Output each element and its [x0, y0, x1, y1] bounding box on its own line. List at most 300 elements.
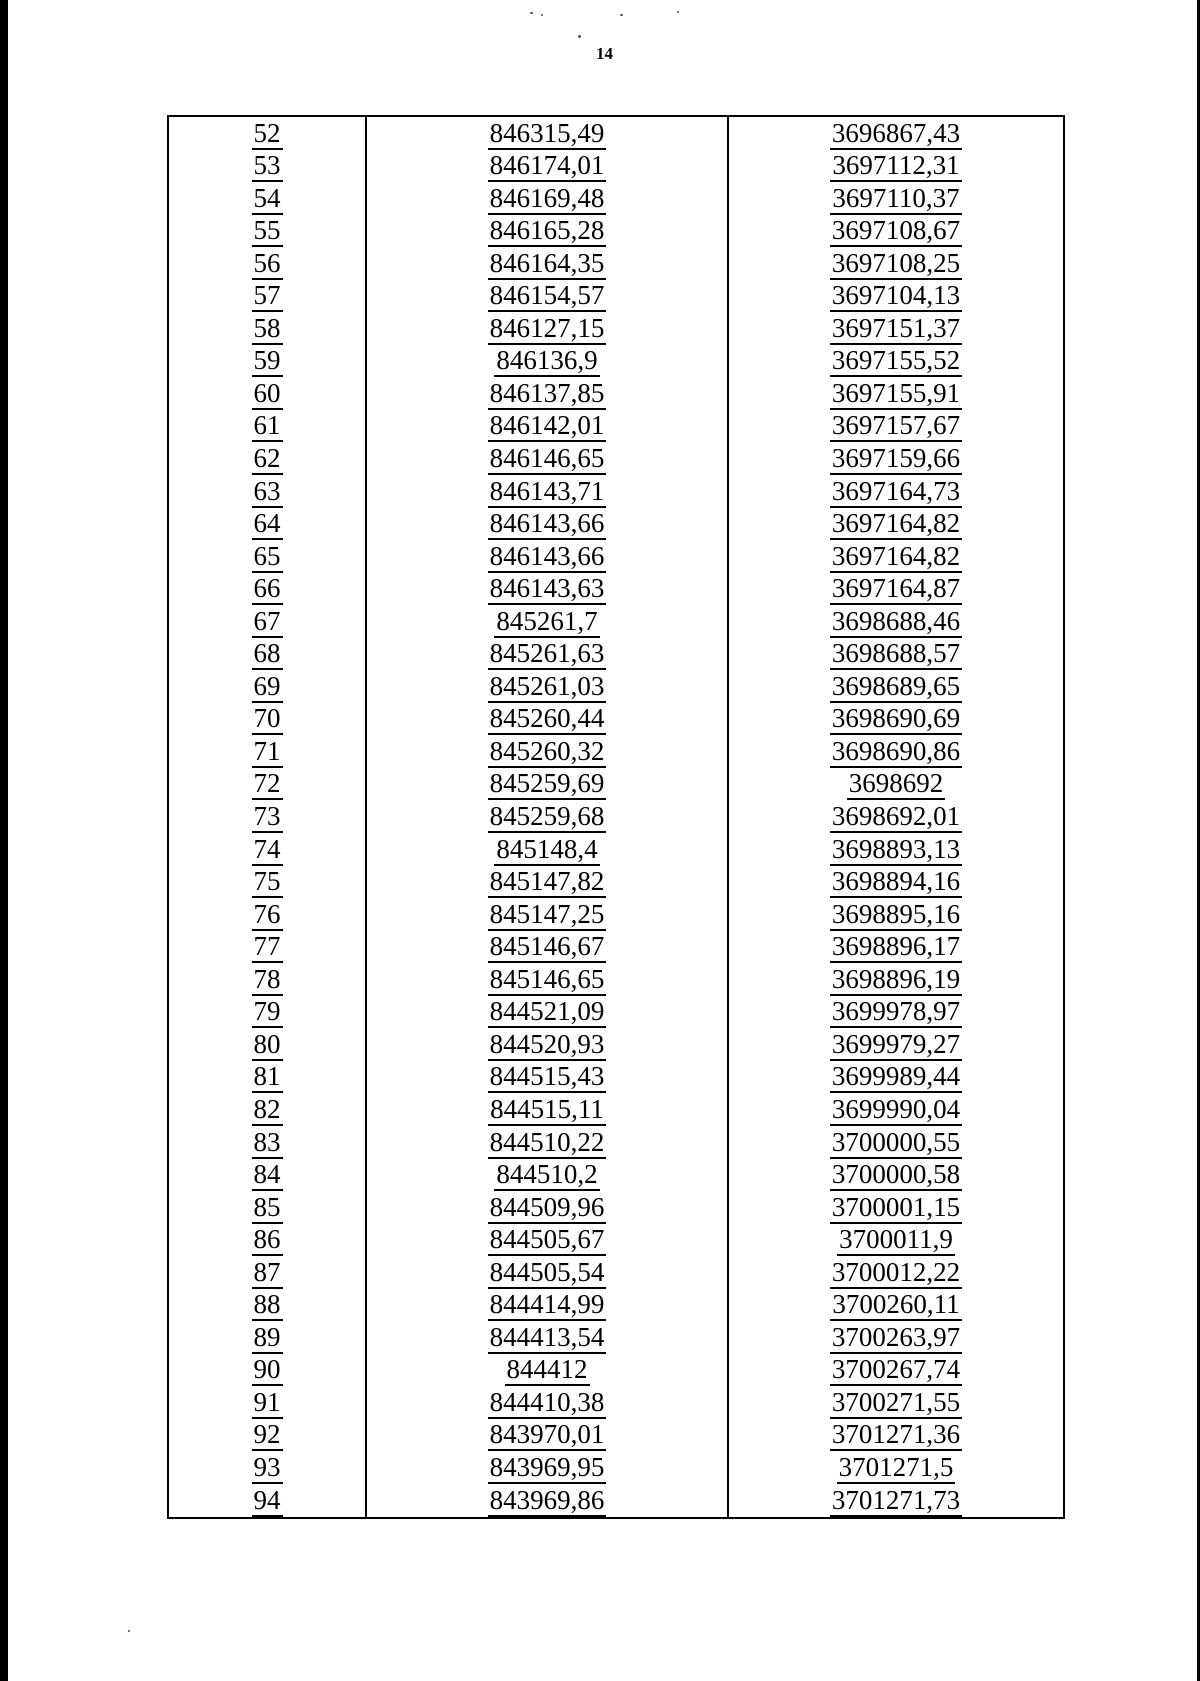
point-number-value: 85 — [253, 1191, 281, 1222]
y-coordinate-cell — [728, 573, 1064, 606]
table-row — [168, 508, 1064, 541]
y-coordinate-cell — [728, 1354, 1064, 1387]
y-coordinate-value: 3700271,55 — [831, 1386, 961, 1417]
x-coordinate-cell — [366, 1321, 728, 1354]
x-coordinate-value: 845146,65 — [489, 963, 605, 994]
point-number-cell — [168, 1321, 366, 1354]
y-coordinate-cell — [728, 312, 1064, 345]
point-number-cell — [168, 410, 366, 443]
y-coordinate-value: 3700000,55 — [831, 1126, 961, 1157]
table-row — [168, 1256, 1064, 1289]
point-number-cell — [168, 670, 366, 703]
table-row — [168, 312, 1064, 345]
x-coordinate-cell — [366, 116, 728, 150]
point-number-value: 67 — [253, 605, 281, 636]
point-number-cell — [168, 182, 366, 215]
y-coordinate-cell — [728, 931, 1064, 964]
point-number-cell — [168, 1354, 366, 1387]
x-coordinate-cell — [366, 833, 728, 866]
x-coordinate-cell — [366, 540, 728, 573]
table-row — [168, 605, 1064, 638]
y-coordinate-cell — [728, 1159, 1064, 1192]
table-row — [168, 963, 1064, 996]
point-number-value: 90 — [253, 1354, 281, 1385]
point-number-cell — [168, 377, 366, 410]
point-number-value: 88 — [253, 1289, 281, 1320]
point-number-cell — [168, 1419, 366, 1452]
table-row — [168, 475, 1064, 508]
x-coordinate-value: 844509,96 — [489, 1191, 605, 1222]
y-coordinate-value: 3701271,36 — [831, 1419, 961, 1450]
point-number-cell — [168, 1224, 366, 1257]
point-number-value: 65 — [253, 540, 281, 571]
y-coordinate-value: 3699979,27 — [831, 1028, 961, 1059]
table-row — [168, 410, 1064, 443]
y-coordinate-value: 3698692,01 — [831, 801, 961, 832]
point-number-value: 91 — [253, 1386, 281, 1417]
y-coordinate-value: 3698893,13 — [831, 833, 961, 864]
table-row — [168, 247, 1064, 280]
table-row — [168, 1419, 1064, 1452]
point-number-cell — [168, 866, 366, 899]
x-coordinate-cell — [366, 866, 728, 899]
x-coordinate-cell — [366, 247, 728, 280]
point-number-value: 75 — [253, 866, 281, 897]
x-coordinate-cell — [366, 703, 728, 736]
x-coordinate-cell — [366, 996, 728, 1029]
y-coordinate-value: 3697155,52 — [831, 345, 961, 376]
x-coordinate-cell — [366, 898, 728, 931]
x-coordinate-cell — [366, 1224, 728, 1257]
y-coordinate-cell — [728, 280, 1064, 313]
x-coordinate-value: 845261,7 — [496, 605, 598, 636]
y-coordinate-cell — [728, 605, 1064, 638]
point-number-value: 94 — [253, 1484, 281, 1515]
point-number-value: 73 — [253, 801, 281, 832]
y-coordinate-cell — [728, 1451, 1064, 1484]
x-coordinate-cell — [366, 475, 728, 508]
x-coordinate-value: 844515,43 — [489, 1061, 605, 1092]
x-coordinate-value: 846143,63 — [489, 573, 605, 604]
scan-speck — [530, 12, 533, 14]
point-number-cell — [168, 150, 366, 183]
x-coordinate-cell — [366, 442, 728, 475]
x-coordinate-value: 845147,25 — [489, 898, 605, 929]
point-number-value: 76 — [253, 898, 281, 929]
point-number-value: 53 — [253, 150, 281, 181]
table-row — [168, 1386, 1064, 1419]
y-coordinate-cell — [728, 670, 1064, 703]
x-coordinate-value: 846143,71 — [489, 475, 605, 506]
y-coordinate-cell — [728, 345, 1064, 378]
scan-speck — [128, 1630, 130, 1632]
table-row — [168, 280, 1064, 313]
x-coordinate-value: 846315,49 — [489, 117, 605, 148]
scan-speck — [677, 11, 679, 13]
y-coordinate-cell — [728, 800, 1064, 833]
point-number-cell — [168, 735, 366, 768]
y-coordinate-cell — [728, 116, 1064, 150]
y-coordinate-cell — [728, 866, 1064, 899]
table-row — [168, 1224, 1064, 1257]
y-coordinate-cell — [728, 410, 1064, 443]
point-number-cell — [168, 1191, 366, 1224]
y-coordinate-value: 3698894,16 — [831, 866, 961, 897]
x-coordinate-value: 845259,69 — [489, 768, 605, 799]
y-coordinate-value: 3700267,74 — [831, 1354, 961, 1385]
point-number-value: 62 — [253, 443, 281, 474]
point-number-cell — [168, 638, 366, 671]
point-number-cell — [168, 1256, 366, 1289]
table-row — [168, 996, 1064, 1029]
x-coordinate-cell — [366, 1419, 728, 1452]
table-row — [168, 215, 1064, 248]
point-number-value: 83 — [253, 1126, 281, 1157]
y-coordinate-value: 3697164,82 — [831, 540, 961, 571]
x-coordinate-cell — [366, 1451, 728, 1484]
x-coordinate-cell — [366, 377, 728, 410]
point-number-cell — [168, 116, 366, 150]
x-coordinate-value: 844414,99 — [489, 1289, 605, 1320]
point-number-value: 58 — [253, 312, 281, 343]
y-coordinate-cell — [728, 1224, 1064, 1257]
scan-speck — [578, 35, 581, 38]
x-coordinate-cell — [366, 963, 728, 996]
x-coordinate-value: 845260,32 — [489, 735, 605, 766]
table-row — [168, 866, 1064, 899]
x-coordinate-cell — [366, 670, 728, 703]
y-coordinate-cell — [728, 1093, 1064, 1126]
x-coordinate-cell — [366, 1386, 728, 1419]
y-coordinate-value: 3697112,31 — [832, 150, 960, 181]
point-number-cell — [168, 1093, 366, 1126]
y-coordinate-value: 3698690,86 — [831, 735, 961, 766]
point-number-cell — [168, 1061, 366, 1094]
point-number-value: 82 — [253, 1093, 281, 1124]
point-number-value: 87 — [253, 1256, 281, 1287]
table-row — [168, 116, 1064, 150]
x-coordinate-value: 845259,68 — [489, 801, 605, 832]
point-number-value: 92 — [253, 1419, 281, 1450]
table-row — [168, 931, 1064, 964]
point-number-value: 89 — [253, 1321, 281, 1352]
y-coordinate-cell — [728, 638, 1064, 671]
x-coordinate-cell — [366, 573, 728, 606]
x-coordinate-value: 846127,15 — [489, 312, 605, 343]
y-coordinate-value: 3700263,97 — [831, 1321, 961, 1352]
point-number-cell — [168, 312, 366, 345]
y-coordinate-value: 3698690,69 — [831, 703, 961, 734]
y-coordinate-cell — [728, 703, 1064, 736]
x-coordinate-cell — [366, 150, 728, 183]
point-number-cell — [168, 703, 366, 736]
table-row — [168, 1484, 1064, 1518]
y-coordinate-value: 3697104,13 — [831, 280, 961, 311]
x-coordinate-cell — [366, 1354, 728, 1387]
table-row — [168, 377, 1064, 410]
table-row — [168, 670, 1064, 703]
x-coordinate-value: 846165,28 — [489, 215, 605, 246]
x-coordinate-cell — [366, 312, 728, 345]
y-coordinate-value: 3697108,67 — [831, 215, 961, 246]
x-coordinate-cell — [366, 768, 728, 801]
x-coordinate-value: 846154,57 — [489, 280, 605, 311]
point-number-cell — [168, 1386, 366, 1419]
scan-speck — [541, 14, 543, 16]
table-row — [168, 345, 1064, 378]
point-number-value: 59 — [253, 345, 281, 376]
point-number-cell — [168, 508, 366, 541]
x-coordinate-value: 844505,54 — [489, 1256, 605, 1287]
x-coordinate-value: 845146,67 — [489, 931, 605, 962]
x-coordinate-cell — [366, 1289, 728, 1322]
table-row — [168, 1028, 1064, 1061]
point-number-value: 70 — [253, 703, 281, 734]
x-coordinate-cell — [366, 215, 728, 248]
x-coordinate-value: 846174,01 — [489, 150, 605, 181]
y-coordinate-value: 3700260,11 — [832, 1289, 960, 1320]
point-number-value: 61 — [253, 410, 281, 441]
y-coordinate-cell — [728, 1028, 1064, 1061]
point-number-cell — [168, 996, 366, 1029]
x-coordinate-cell — [366, 1126, 728, 1159]
y-coordinate-value: 3697110,37 — [832, 182, 960, 213]
x-coordinate-cell — [366, 182, 728, 215]
x-coordinate-cell — [366, 1484, 728, 1518]
y-coordinate-cell — [728, 996, 1064, 1029]
point-number-cell — [168, 1126, 366, 1159]
point-number-value: 71 — [253, 735, 281, 766]
x-coordinate-value: 846143,66 — [489, 540, 605, 571]
x-coordinate-cell — [366, 280, 728, 313]
y-coordinate-value: 3697164,82 — [831, 508, 961, 539]
point-number-value: 55 — [253, 215, 281, 246]
y-coordinate-cell — [728, 1289, 1064, 1322]
y-coordinate-value: 3697164,73 — [831, 475, 961, 506]
y-coordinate-value: 3698896,17 — [831, 931, 961, 962]
y-coordinate-value: 3696867,43 — [831, 117, 961, 148]
x-coordinate-value: 845260,44 — [489, 703, 605, 734]
y-coordinate-value: 3697108,25 — [831, 247, 961, 278]
point-number-value: 79 — [253, 996, 281, 1027]
table-row — [168, 150, 1064, 183]
x-coordinate-value: 846137,85 — [489, 377, 605, 408]
table-row — [168, 898, 1064, 931]
y-coordinate-value: 3698896,19 — [831, 963, 961, 994]
x-coordinate-cell — [366, 345, 728, 378]
table-row — [168, 573, 1064, 606]
y-coordinate-value: 3698689,65 — [831, 670, 961, 701]
point-number-cell — [168, 1159, 366, 1192]
y-coordinate-cell — [728, 1386, 1064, 1419]
y-coordinate-cell — [728, 540, 1064, 573]
y-coordinate-value: 3697151,37 — [831, 312, 961, 343]
y-coordinate-cell — [728, 735, 1064, 768]
table-row — [168, 703, 1064, 736]
scan-left-border — [0, 0, 8, 1681]
x-coordinate-value: 844410,38 — [489, 1386, 605, 1417]
point-number-cell — [168, 1484, 366, 1518]
x-coordinate-cell — [366, 605, 728, 638]
table-row — [168, 1321, 1064, 1354]
y-coordinate-cell — [728, 1061, 1064, 1094]
point-number-value: 80 — [253, 1028, 281, 1059]
y-coordinate-value: 3701271,73 — [831, 1484, 961, 1515]
point-number-cell — [168, 573, 366, 606]
point-number-value: 74 — [253, 833, 281, 864]
x-coordinate-value: 846164,35 — [489, 247, 605, 278]
point-number-cell — [168, 345, 366, 378]
point-number-value: 57 — [253, 280, 281, 311]
y-coordinate-value: 3697164,87 — [831, 573, 961, 604]
x-coordinate-cell — [366, 1159, 728, 1192]
point-number-value: 69 — [253, 670, 281, 701]
y-coordinate-cell — [728, 1256, 1064, 1289]
page-number: 14 — [596, 44, 613, 63]
table-row — [168, 1191, 1064, 1224]
y-coordinate-cell — [728, 247, 1064, 280]
x-coordinate-cell — [366, 1191, 728, 1224]
y-coordinate-cell — [728, 1484, 1064, 1518]
x-coordinate-value: 844515,11 — [490, 1093, 604, 1124]
x-coordinate-value: 845148,4 — [496, 833, 598, 864]
point-number-cell — [168, 931, 366, 964]
table-row — [168, 182, 1064, 215]
x-coordinate-cell — [366, 638, 728, 671]
y-coordinate-cell — [728, 1321, 1064, 1354]
y-coordinate-cell — [728, 150, 1064, 183]
x-coordinate-value: 843970,01 — [489, 1419, 605, 1450]
table-row — [168, 768, 1064, 801]
table-row — [168, 735, 1064, 768]
x-coordinate-value: 845147,82 — [489, 866, 605, 897]
table-row — [168, 800, 1064, 833]
point-number-value: 81 — [253, 1061, 281, 1092]
table-row — [168, 1159, 1064, 1192]
y-coordinate-cell — [728, 963, 1064, 996]
x-coordinate-value: 846146,65 — [489, 443, 605, 474]
x-coordinate-value: 846169,48 — [489, 182, 605, 213]
y-coordinate-value: 3699989,44 — [831, 1061, 961, 1092]
point-number-cell — [168, 800, 366, 833]
point-number-cell — [168, 963, 366, 996]
x-coordinate-value: 845261,03 — [489, 670, 605, 701]
x-coordinate-value: 846142,01 — [489, 410, 605, 441]
y-coordinate-cell — [728, 1419, 1064, 1452]
point-number-value: 56 — [253, 247, 281, 278]
table-row — [168, 833, 1064, 866]
point-number-cell — [168, 898, 366, 931]
point-number-value: 72 — [253, 768, 281, 799]
y-coordinate-value: 3698688,57 — [831, 638, 961, 669]
y-coordinate-value: 3700011,9 — [839, 1224, 953, 1255]
x-coordinate-cell — [366, 410, 728, 443]
point-number-cell — [168, 247, 366, 280]
table-row — [168, 1126, 1064, 1159]
point-number-value: 60 — [253, 377, 281, 408]
y-coordinate-cell — [728, 442, 1064, 475]
y-coordinate-value: 3700000,58 — [831, 1159, 961, 1190]
x-coordinate-value: 844510,2 — [496, 1159, 598, 1190]
y-coordinate-cell — [728, 475, 1064, 508]
y-coordinate-value: 3698688,46 — [831, 605, 961, 636]
point-number-value: 86 — [253, 1224, 281, 1255]
x-coordinate-value: 843969,86 — [489, 1484, 605, 1515]
y-coordinate-value: 3697155,91 — [831, 377, 961, 408]
x-coordinate-cell — [366, 1028, 728, 1061]
point-number-cell — [168, 442, 366, 475]
y-coordinate-value: 3698692 — [848, 768, 944, 799]
y-coordinate-cell — [728, 768, 1064, 801]
point-number-value: 63 — [253, 475, 281, 506]
x-coordinate-cell — [366, 931, 728, 964]
point-number-value: 66 — [253, 573, 281, 604]
x-coordinate-value: 843969,95 — [489, 1451, 605, 1482]
point-number-value: 77 — [253, 931, 281, 962]
x-coordinate-value: 844505,67 — [489, 1224, 605, 1255]
table-row — [168, 1451, 1064, 1484]
x-coordinate-value: 844412 — [506, 1354, 588, 1385]
y-coordinate-cell — [728, 215, 1064, 248]
y-coordinate-value: 3698895,16 — [831, 898, 961, 929]
point-number-cell — [168, 833, 366, 866]
y-coordinate-cell — [728, 377, 1064, 410]
point-number-cell — [168, 1028, 366, 1061]
point-number-cell — [168, 280, 366, 313]
point-number-cell — [168, 1289, 366, 1322]
coordinates-table-body — [168, 116, 1064, 1518]
y-coordinate-cell — [728, 898, 1064, 931]
x-coordinate-value: 846136,9 — [496, 345, 598, 376]
x-coordinate-value: 844413,54 — [489, 1321, 605, 1352]
point-number-value: 84 — [253, 1159, 281, 1190]
x-coordinate-cell — [366, 1093, 728, 1126]
point-number-value: 52 — [253, 117, 281, 148]
table-row — [168, 1354, 1064, 1387]
y-coordinate-cell — [728, 833, 1064, 866]
scan-speck — [620, 14, 623, 16]
table-row — [168, 1093, 1064, 1126]
point-number-cell — [168, 215, 366, 248]
point-number-cell — [168, 540, 366, 573]
table-row — [168, 1061, 1064, 1094]
x-coordinate-cell — [366, 508, 728, 541]
y-coordinate-value: 3699978,97 — [831, 996, 961, 1027]
y-coordinate-cell — [728, 182, 1064, 215]
point-number-value: 78 — [253, 963, 281, 994]
x-coordinate-cell — [366, 1061, 728, 1094]
point-number-value: 68 — [253, 638, 281, 669]
y-coordinate-value: 3701271,5 — [838, 1451, 954, 1482]
point-number-cell — [168, 605, 366, 638]
y-coordinate-value: 3699990,04 — [831, 1093, 961, 1124]
point-number-value: 64 — [253, 508, 281, 539]
table-row — [168, 442, 1064, 475]
y-coordinate-cell — [728, 1191, 1064, 1224]
x-coordinate-value: 844510,22 — [489, 1126, 605, 1157]
y-coordinate-value: 3697159,66 — [831, 443, 961, 474]
y-coordinate-cell — [728, 1126, 1064, 1159]
coordinates-table — [167, 115, 1065, 1519]
y-coordinate-value: 3700001,15 — [831, 1191, 961, 1222]
x-coordinate-cell — [366, 800, 728, 833]
y-coordinate-value: 3700012,22 — [831, 1256, 961, 1287]
x-coordinate-value: 844520,93 — [489, 1028, 605, 1059]
y-coordinate-cell — [728, 508, 1064, 541]
point-number-value: 54 — [253, 182, 281, 213]
x-coordinate-value: 846143,66 — [489, 508, 605, 539]
table-row — [168, 540, 1064, 573]
